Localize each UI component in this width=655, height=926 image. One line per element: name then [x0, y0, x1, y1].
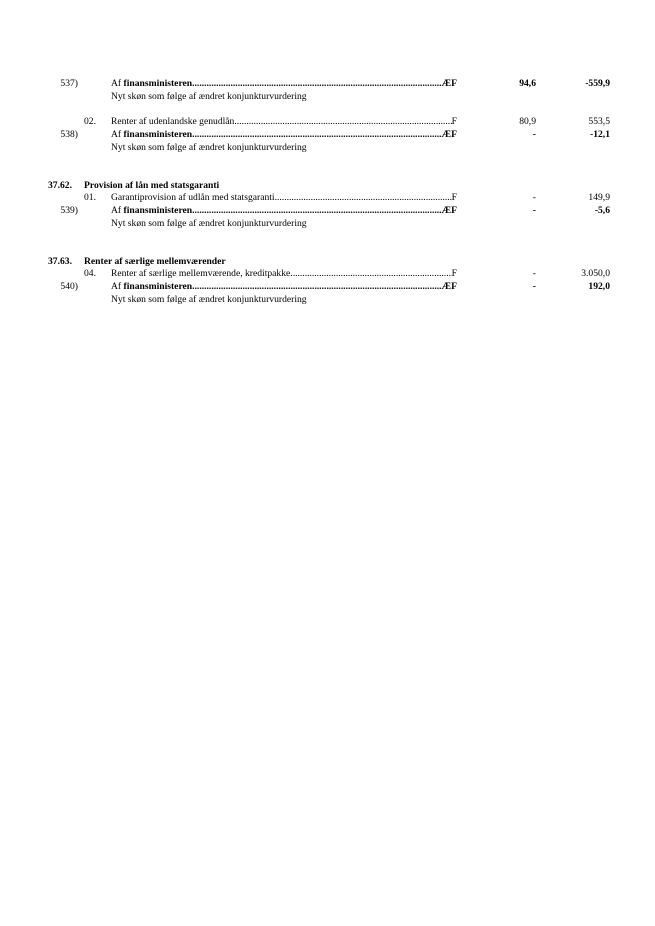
section-heading-row: [0, 256, 655, 268]
subaccount-label: [111, 268, 457, 280]
note-row: [0, 91, 655, 103]
subaccount-label: [111, 116, 457, 128]
item-code: ÆF: [441, 205, 457, 216]
dot-leader: [192, 129, 441, 141]
item-label: [111, 129, 457, 141]
table-row: [0, 281, 655, 293]
value-column-2: 149,9: [588, 192, 610, 203]
subaccount-text: Garantiprovision af udlån med statsgaranti: [111, 192, 275, 203]
item-prefix: Af: [111, 281, 124, 292]
note-row: [0, 218, 655, 230]
item-label: [111, 281, 457, 293]
dot-leader: [192, 78, 441, 90]
item-ministry: finansministeren: [123, 129, 193, 140]
value-column-1: -: [532, 268, 536, 279]
value-column-2: -559,9: [585, 78, 610, 89]
item-number: 537): [60, 78, 78, 89]
subaccount-row: [0, 268, 655, 280]
value-column-1: -: [532, 205, 536, 216]
value-column-1: -: [532, 129, 536, 140]
value-column-1: -: [532, 192, 536, 203]
value-column-1: 80,9: [519, 116, 536, 127]
value-column-2: -5,6: [594, 205, 610, 216]
dot-leader: [275, 192, 452, 204]
dot-leader: [234, 116, 451, 128]
item-label: [111, 205, 457, 217]
subaccount-row: [0, 116, 655, 128]
value-column-2: 192,0: [588, 281, 610, 292]
value-column-2: -12,1: [590, 129, 610, 140]
item-code: ÆF: [441, 78, 457, 89]
item-ministry: finansministeren: [123, 78, 193, 89]
note-row: [0, 294, 655, 306]
subaccount-label: [111, 192, 457, 204]
value-column-1: -: [532, 281, 536, 292]
item-code: ÆF: [441, 129, 457, 140]
item-note: Nyt skøn som følge af ændret konjunkturvurdering: [111, 218, 307, 229]
item-number: 540): [60, 281, 78, 292]
item-code: ÆF: [441, 281, 457, 292]
subaccount-code: F: [451, 192, 457, 203]
item-number: 539): [60, 205, 78, 216]
item-note: Nyt skøn som følge af ændret konjunkturvurdering: [111, 91, 307, 102]
item-label: [111, 78, 457, 90]
subaccount-number: 02.: [84, 116, 96, 127]
value-column-2: 553,5: [588, 116, 610, 127]
subaccount-code: F: [451, 116, 457, 127]
table-row: [0, 205, 655, 217]
item-ministry: finansministeren: [123, 281, 193, 292]
section-title: Renter af særlige mellemværender: [84, 256, 226, 267]
subaccount-text: Renter af udenlandske genudlån: [111, 116, 235, 127]
section-title: Provision af lån med statsgaranti: [84, 180, 220, 191]
item-ministry: finansministeren: [123, 205, 193, 216]
table-row: [0, 78, 655, 90]
item-prefix: Af: [111, 205, 124, 216]
item-prefix: Af: [111, 78, 124, 89]
subaccount-text: Renter af særlige mellemværende, kreditpakke: [111, 268, 291, 279]
section-number: 37.63.: [48, 256, 72, 267]
subaccount-code: F: [451, 268, 457, 279]
dot-leader: [192, 281, 441, 293]
subaccount-number: 01.: [84, 192, 96, 203]
item-prefix: Af: [111, 129, 124, 140]
item-note: Nyt skøn som følge af ændret konjunkturvurdering: [111, 142, 307, 153]
section-number: 37.62.: [48, 180, 72, 191]
subaccount-number: 04.: [84, 268, 96, 279]
value-column-2: 3.050,0: [581, 268, 610, 279]
subaccount-row: [0, 192, 655, 204]
item-note: Nyt skøn som følge af ændret konjunkturvurdering: [111, 294, 307, 305]
item-number: 538): [60, 129, 78, 140]
table-row: [0, 129, 655, 141]
dot-leader: [290, 268, 451, 280]
value-column-1: 94,6: [519, 78, 536, 89]
dot-leader: [192, 205, 441, 217]
note-row: [0, 142, 655, 154]
section-heading-row: [0, 180, 655, 192]
